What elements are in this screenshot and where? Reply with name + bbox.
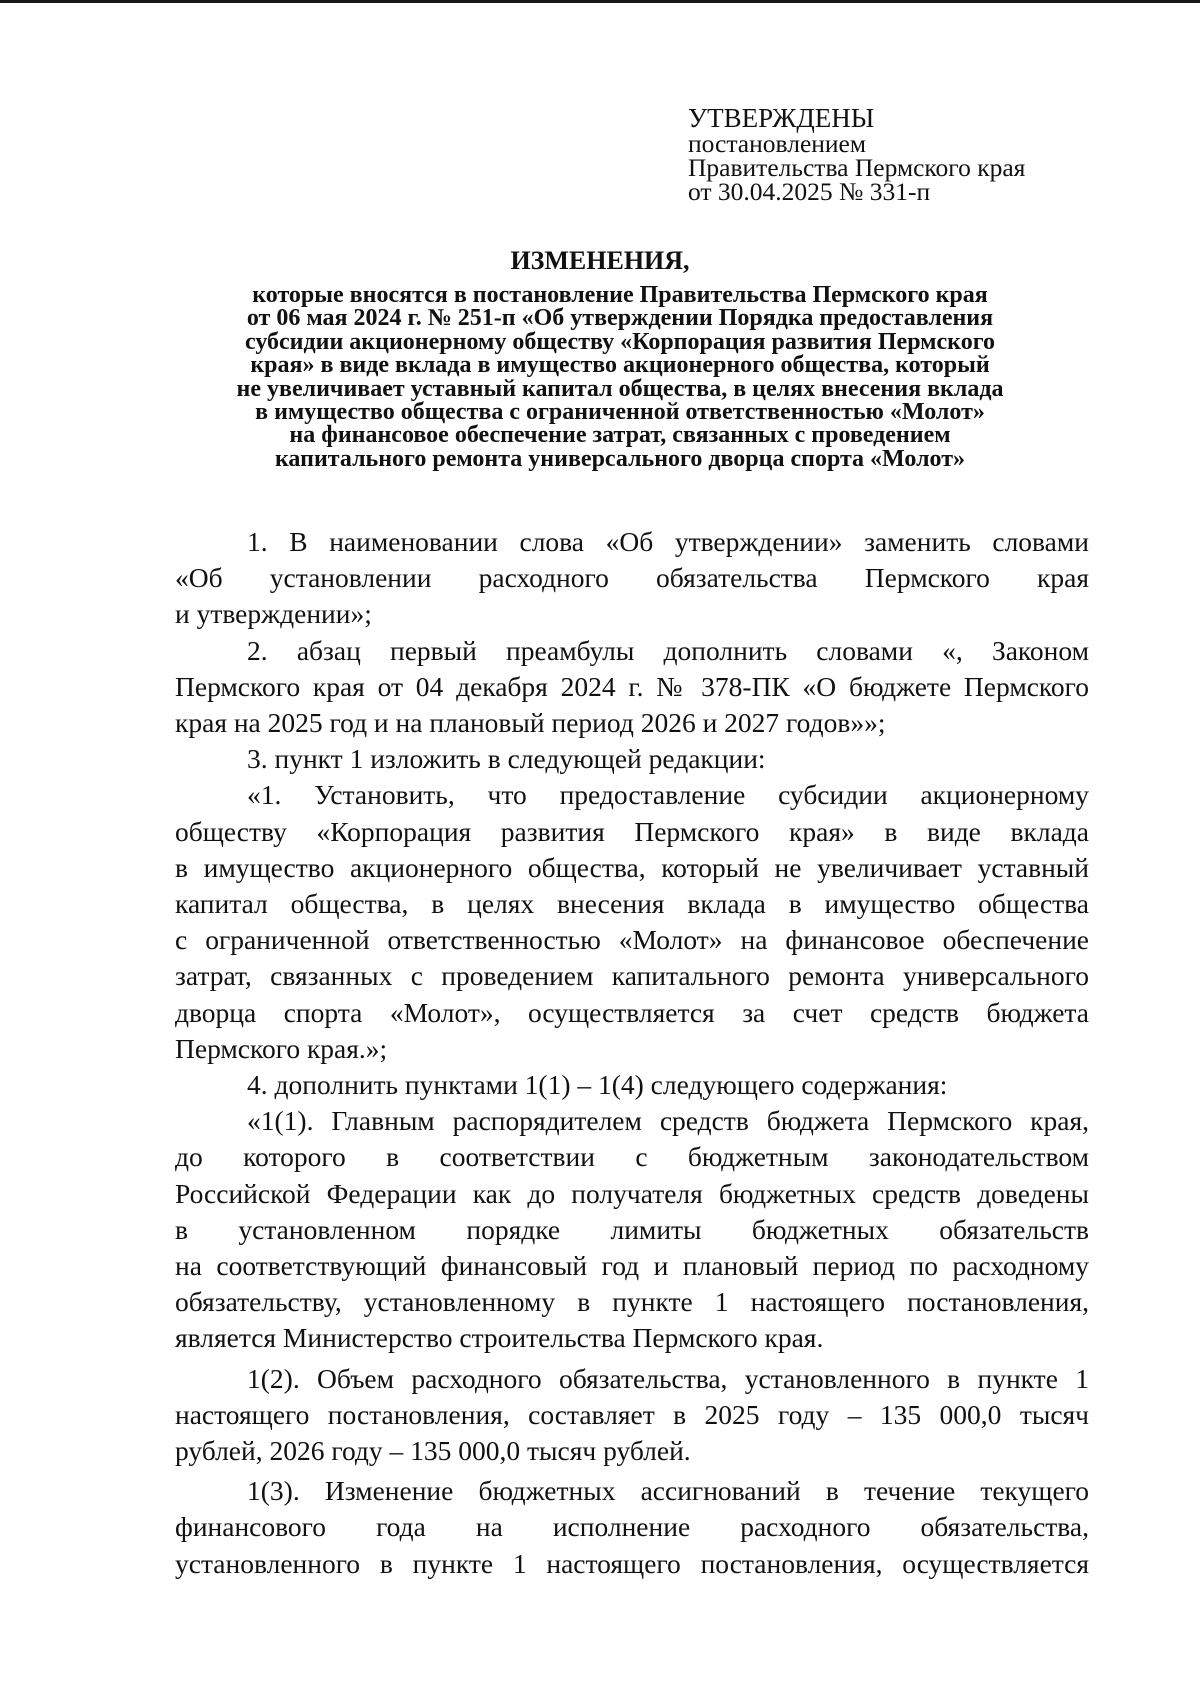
- subtitle-line: в имущество общества с ограниченной ответственностью «Молот»: [255, 399, 985, 426]
- document-title: ИЗМЕНЕНИЯ,: [510, 246, 690, 275]
- paragraph-line: обществу «Корпорация развития Пермского края» в виде вклада: [175, 815, 1089, 847]
- paragraph-line: является Министерство строительства Пермского края.: [175, 1322, 824, 1354]
- paragraph-line: 1(2). Объем расходного обязательства, установленного в пункте 1: [247, 1362, 1089, 1394]
- subtitle-line: субсидии акционерному обществу «Корпорация развития Пермского: [245, 328, 995, 355]
- subtitle-line: от 06 мая 2024 г. № 251-п «Об утверждении Порядка предоставления: [246, 305, 994, 332]
- scan-top-edge: [0, 0, 1200, 3]
- paragraph-line: финансового года на исполнение расходного обязательства,: [175, 1511, 1089, 1543]
- paragraph-line: капитал общества, в целях внесения вклада в имущество общества: [175, 888, 1089, 920]
- paragraph-line: 3. пункт 1 изложить в следующей редакции:: [247, 743, 766, 775]
- approval-date-number: от 30.04.2025 № 331-п: [688, 177, 931, 206]
- paragraph-line: «1(1). Главным распорядителем средств бюджета Пермского края,: [247, 1105, 1089, 1137]
- paragraph-line: дворца спорта «Молот», осуществляется за счет средств бюджета: [175, 996, 1089, 1028]
- body-paragraph: [175, 524, 1089, 633]
- body-paragraph: [175, 741, 1089, 777]
- body-paragraph: [175, 1067, 1089, 1103]
- approval-stamp-block: [688, 104, 1168, 204]
- paragraph-line: Российской Федерации как до получателя бюджетных средств доведены: [175, 1177, 1089, 1209]
- paragraph-line: края на 2025 год и на плановый период 2026 и 2027 годов»»;: [175, 707, 886, 739]
- paragraph-line: Пермского края.»;: [175, 1032, 388, 1064]
- paragraph-line: обязательству, установленному в пункте 1 настоящего постановления,: [175, 1286, 1089, 1318]
- body-paragraph: [175, 1103, 1089, 1356]
- body-paragraph: [175, 1361, 1089, 1470]
- body-paragraph: [175, 777, 1089, 1067]
- approval-government: Правительства Пермского края: [688, 153, 1026, 182]
- paragraph-line: и утверждении»;: [175, 598, 372, 630]
- paragraph-line: установленного в пункте 1 настоящего постановления, осуществляется: [175, 1547, 1089, 1579]
- paragraph-line: «Об установлении расходного обязательства Пермского края: [175, 562, 1089, 594]
- body-paragraph: [175, 633, 1089, 742]
- body-paragraph: [175, 1473, 1089, 1582]
- paragraph-line: в установленном порядке лимиты бюджетных обязательств: [175, 1213, 1089, 1245]
- approval-by-decree: постановлением: [688, 129, 867, 158]
- paragraph-line: затрат, связанных с проведением капитального ремонта универсального: [175, 960, 1089, 992]
- paragraph-line: 4. дополнить пунктами 1(1) – 1(4) следующего содержания:: [247, 1069, 948, 1101]
- paragraph-line: настоящего постановления, составляет в 2025 году – 135 000,0 тысяч: [175, 1398, 1089, 1430]
- subtitle-line: края» в виде вклада в имущество акционерного общества, который: [250, 352, 990, 379]
- paragraph-line: 2. абзац первый преамбулы дополнить словами «, Законом: [247, 634, 1089, 666]
- paragraph-line: 1. В наименовании слова «Об утверждении» заменить словами: [247, 526, 1089, 557]
- paragraph-line: на соответствующий финансовый год и плановый период по расходному: [175, 1250, 1089, 1282]
- paragraph-gap: [175, 1582, 1089, 1586]
- paragraph-line: «1. Установить, что предоставление субсидии акционерному: [247, 779, 1089, 811]
- paragraph-line: с ограниченной ответственностью «Молот» на финансовое обеспечение: [175, 924, 1089, 956]
- paragraph-line: в имущество акционерного общества, который не увеличивает уставный: [175, 851, 1089, 883]
- subtitle-line: которые вносятся в постановление Правительства Пермского края: [252, 282, 988, 308]
- paragraph-line: Пермского края от 04 декабря 2024 г. № 378-ПК «О бюджете Пермского: [175, 670, 1089, 702]
- paragraph-line: 1(3). Изменение бюджетных ассигнований в течение текущего: [247, 1475, 1089, 1507]
- document-body: [175, 524, 1089, 1586]
- paragraph-line: рублей, 2026 году – 135 000,0 тысяч рублей.: [175, 1435, 691, 1467]
- subtitle-line: капитального ремонта универсального дворца спорта «Молот»: [274, 445, 966, 472]
- paragraph-line: до которого в соответствии с бюджетным законодательством: [175, 1141, 1089, 1173]
- approval-approved: УТВЕРЖДЕНЫ: [688, 103, 875, 133]
- subtitle-line: не увеличивает уставный капитал общества, в целях внесения вклада: [236, 375, 1004, 402]
- document-subtitle: [150, 284, 1090, 471]
- subtitle-line: на финансовое обеспечение затрат, связанных с проведением: [289, 422, 951, 449]
